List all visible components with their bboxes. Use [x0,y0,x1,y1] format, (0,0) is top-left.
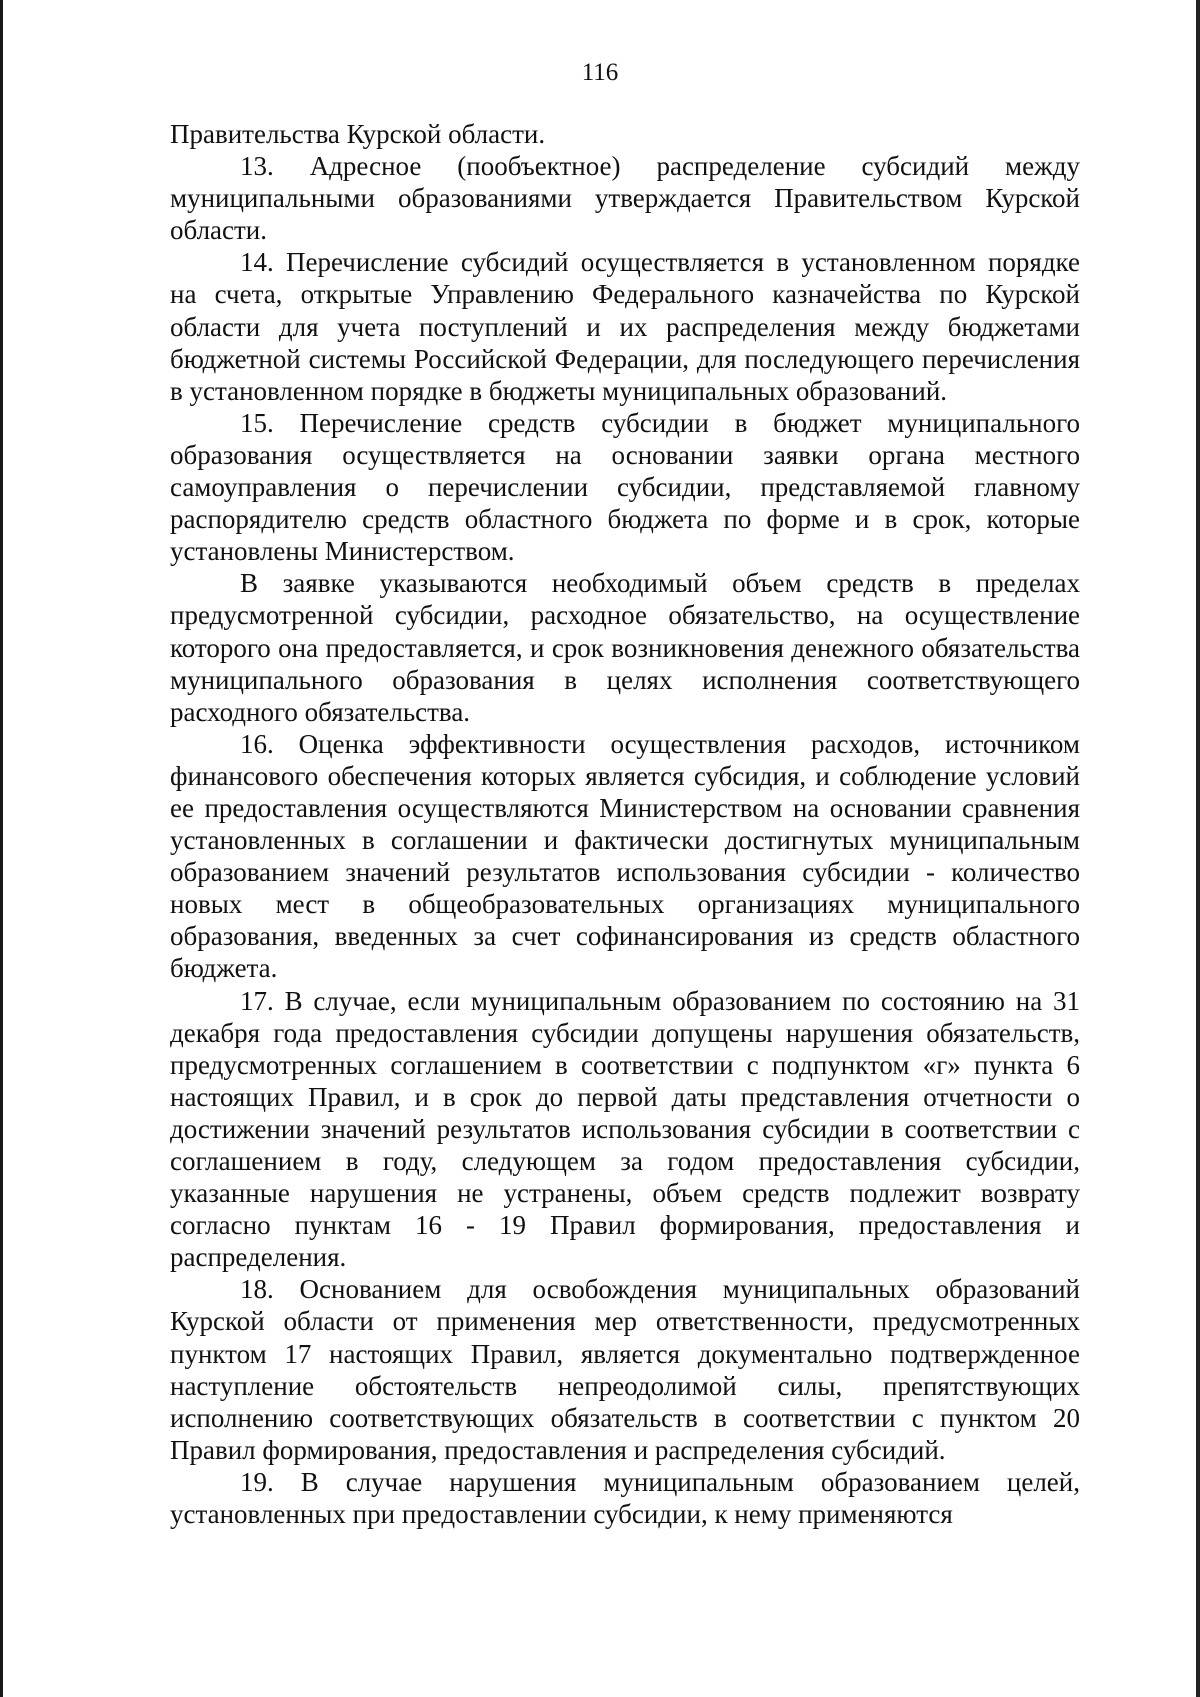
document-body [170,118,1080,1530]
paragraph-13: 13. Адресное (пообъектное) распределение субсидий между муниципальными образованиями утверждается Правительством Курской области. [170,151,1080,246]
scan-edge-left [0,0,3,1697]
paragraph-14: 14. Перечисление субсидий осуществляется в установленном порядке на счета, открытые Управлению Федерального казначейства по Курской области для учета поступлений и их распределения между бюджетами бюджетной системы Российской Федерации, для последующего перечисления в установленном порядке в бюджеты муниципальных образований. [170,247,1080,406]
paragraph-17: 17. В случае, если муниципальным образованием по состоянию на 31 декабря года предоставления субсидии допущены нарушения обязательств, предусмотренных соглашением в соответствии с подпунктом «г» пункта 6 настоящих Правил, и в срок до первой даты представления отчетности о достижении значений результатов использования субсидии в соответствии с соглашением в году, следующем за годом предоставления субсидии, указанные нарушения не устранены, объем средств подлежит возврату согласно пунктам 16 - 19 Правил формирования, предоставления и распределения. [170,985,1080,1273]
page-number: 116 [581,59,619,86]
paragraph-continuation: Правительства Курской области. [170,119,546,149]
paragraph-19: 19. В случае нарушения муниципальным образованием целей, установленных при предоставлении субсидии, к нему применяются [170,1466,1080,1530]
scan-edge-right [1196,0,1200,1697]
paragraph-15: 15. Перечисление средств субсидии в бюджет муниципального образования осуществляется на основании заявки органа местного самоуправления о перечислении субсидии, представляемой главному распорядителю средств областного бюджета по форме и в срок, которые установлены Министерством. [170,407,1080,567]
paragraph-15-application: В заявке указываются необходимый объем средств в пределах предусмотренной субсидии, расходное обязательство, на осуществление которого она предоставляется, и срок возникновения денежного обязательства муниципального образования в целях исполнения соответствующего расходного обязательства. [170,568,1080,727]
paragraph-18: 18. Основанием для освобождения муниципальных образований Курской области от применения мер ответственности, предусмотренных пунктом 17 настоящих Правил, является документально подтвержденное наступление обстоятельств непреодолимой силы, препятствующих исполнению соответствующих обязательств в соответствии с пунктом 20 Правил формирования, предоставления и распределения субсидий. [170,1274,1080,1465]
paragraph-16: 16. Оценка эффективности осуществления расходов, источником финансового обеспечения которых является субсидия, и соблюдение условий ее предоставления осуществляются Министерством на основании сравнения установленных в соглашении и фактически достигнутых муниципальным образованием значений результатов использования субсидии - количество новых мест в общеобразовательных организациях муниципального образования, введенных за счет софинансирования из средств областного бюджета. [170,728,1080,984]
